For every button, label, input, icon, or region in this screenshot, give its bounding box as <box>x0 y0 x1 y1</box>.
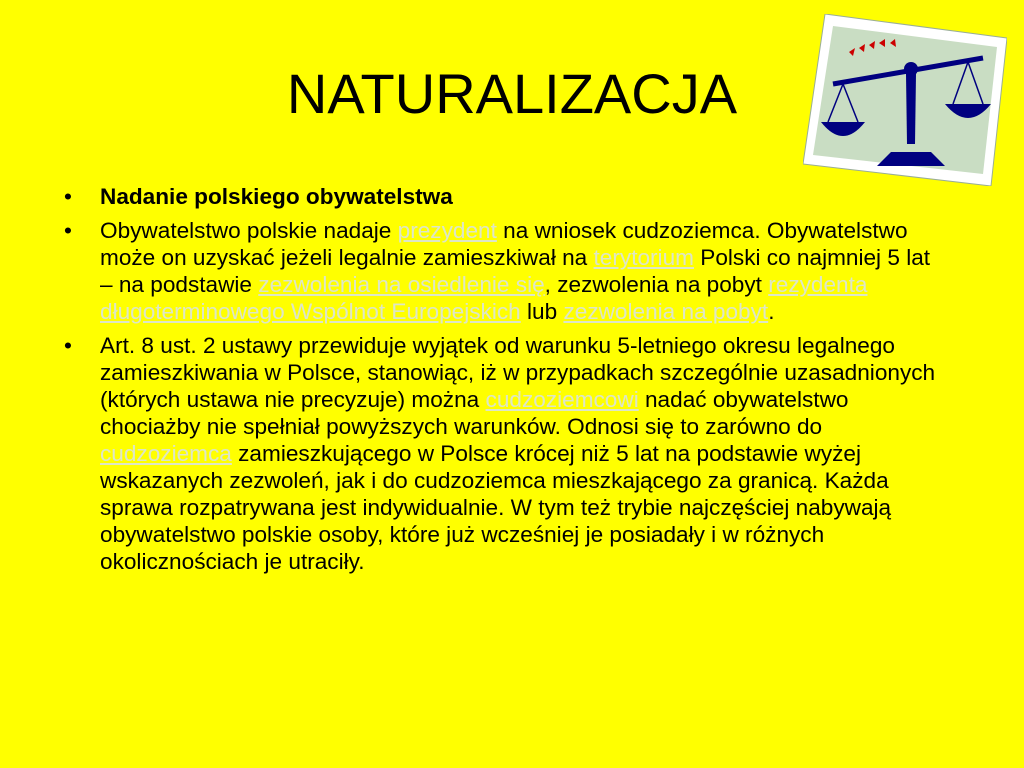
bullet-text: . <box>768 299 775 324</box>
bullet-text: nadać obywatelstwo chociażby nie spełniał powyższych warunków. Odnosi się to zarówno do <box>100 387 849 439</box>
bullet-text: lub <box>520 299 564 324</box>
bullet-text: , zezwolenia na pobyt <box>544 272 769 297</box>
link-terytorium[interactable]: terytorium <box>593 245 694 270</box>
scales-of-justice-icon <box>803 14 1007 186</box>
link-zezwolenia-na-pobyt[interactable]: zezwolenia na pobyt <box>563 299 769 324</box>
bullet-heading: Nadanie polskiego obywatelstwa <box>100 184 453 209</box>
bullet-text: zamieszkującego w Polsce krócej niż 5 lat na podstawie wyżej wskazanych zezwoleń, jak i do cudzoziemca mieszkającego za granicą. Każda sprawa rozpatrywana jest indywidualnie. W tym też trybie najczęściej nabywają obywatelstwo polskie osoby, które już wcześniej je posiadały i w różnych okolicznościach je utraciły. <box>100 441 892 574</box>
bullet-item <box>60 217 940 325</box>
bullet-list <box>60 183 940 582</box>
bullet-text: Art. 8 ust. 2 ustawy przewiduje wyjątek od warunku 5-letniego okresu legalnego zamieszkiwania w Polsce, stanowiąc, iż w przypadkach szczególnie uzasadnionych (których ustawa nie precyzuje) można <box>100 333 936 412</box>
bullet-text: Obywatelstwo polskie nadaje <box>100 218 398 243</box>
slide-title: NATURALIZACJA <box>286 62 738 125</box>
link-rezydenta-dlugoterminowego[interactable]: rezydenta długoterminowego Wspólnot Europejskich <box>100 272 868 324</box>
bullet-item <box>60 332 940 575</box>
link-zezwolenia-na-osiedlenie[interactable]: zezwolenia na osiedlenie się <box>258 272 545 297</box>
bullet-text: Polski co najmniej 5 lat – na podstawie <box>100 245 931 297</box>
bullet-item <box>60 183 940 210</box>
link-cudzoziemca[interactable]: cudzoziemca <box>100 441 232 466</box>
link-prezydent[interactable]: prezydent <box>397 218 497 243</box>
bullet-text: na wniosek cudzoziemca. Obywatelstwo może on uzyskać jeżeli legalnie zamieszkiwał na <box>100 218 908 270</box>
link-cudzoziemcowi[interactable]: cudzoziemcowi <box>485 387 639 412</box>
